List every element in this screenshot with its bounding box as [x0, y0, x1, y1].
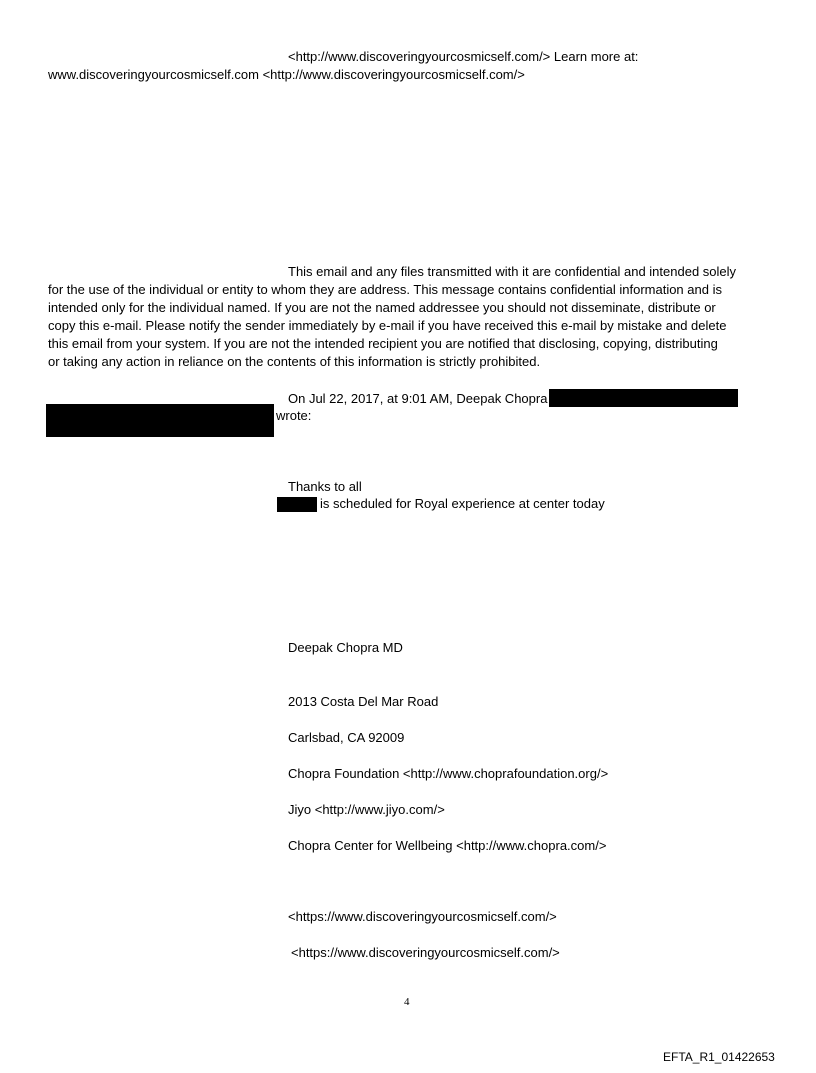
header-learn-more-line: www.discoveringyourcosmicself.com <http://www.discoveringyourcosmicself.com/>	[48, 67, 525, 82]
document-id: EFTA_R1_01422653	[663, 1050, 775, 1064]
disclaimer-line: this email from your system. If you are not the intended recipient you are notified that disclosing, copying, distributing	[48, 336, 718, 351]
signature-foundation-link: Chopra Foundation <http://www.choprafoundation.org/>	[288, 766, 609, 781]
disclaimer-line: or taking any action in reliance on the contents of this information is strictly prohibited.	[48, 354, 541, 369]
header-link-line: <http://www.discoveringyourcosmicself.com/> Learn more at:	[288, 49, 639, 64]
disclaimer-line: This email and any files transmitted with it are confidential and intended solely	[288, 264, 737, 279]
quote-header-line: On Jul 22, 2017, at 9:01 AM, Deepak Chopra	[288, 391, 548, 406]
redaction-box	[277, 497, 317, 512]
signature-jiyo-link: Jiyo <http://www.jiyo.com/>	[288, 802, 445, 817]
signature-center-link: Chopra Center for Wellbeing <http://www.chopra.com/>	[288, 838, 607, 853]
signature-cosmicself-link: <https://www.discoveringyourcosmicself.com/>	[291, 945, 560, 960]
signature-cosmicself-link: <https://www.discoveringyourcosmicself.com/>	[288, 909, 557, 924]
disclaimer-line: copy this e-mail. Please notify the sender immediately by e-mail if you have received this e-mail by mistake and delete	[48, 318, 727, 333]
quote-wrote-label: wrote:	[276, 408, 312, 423]
signature-address-street: 2013 Costa Del Mar Road	[288, 694, 439, 709]
message-thanks: Thanks to all	[288, 479, 362, 494]
redaction-box	[549, 389, 738, 407]
message-scheduled: is scheduled for Royal experience at center today	[320, 496, 605, 511]
signature-name: Deepak Chopra MD	[288, 640, 403, 655]
signature-address-city: Carlsbad, CA 92009	[288, 730, 405, 745]
disclaimer-line: intended only for the individual named. If you are not the named addressee you should not disseminate, distribute or	[48, 300, 716, 315]
page-number: 4	[404, 996, 410, 1008]
disclaimer-line: for the use of the individual or entity to whom they are address. This message contains confidential information and is	[48, 282, 722, 297]
redaction-box	[46, 404, 274, 437]
